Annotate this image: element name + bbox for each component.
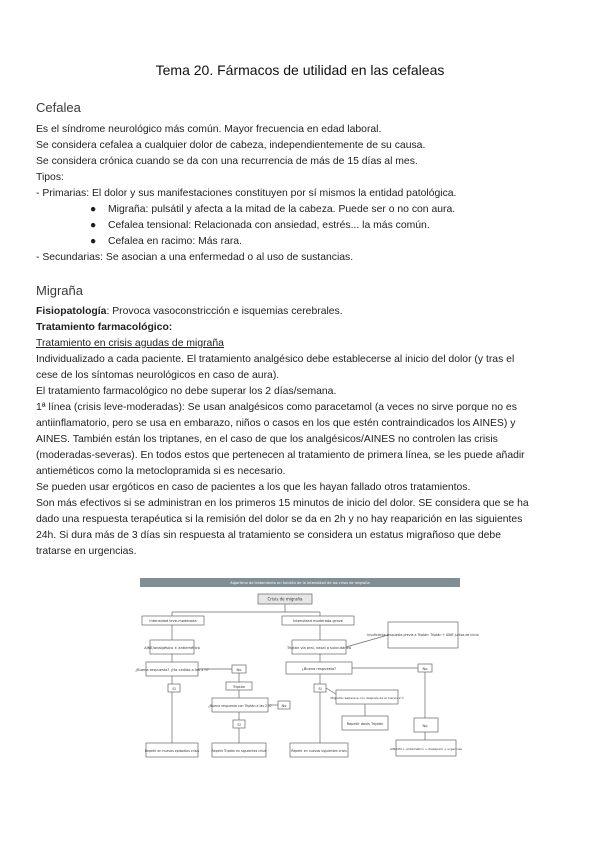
diagram-triptan-mid: Triptán: [232, 685, 246, 689]
paragraph-line: Individualizado a cada paciente. El tratamiento analgésico debe establecerse al inicio del dolor (y tras el: [36, 354, 515, 365]
diagram-no: No: [281, 704, 287, 708]
diagram-question-left: ¿Buena respuesta? ¿Ha cedido a las 2 h?: [135, 668, 209, 672]
diagram-outcome: Repetir en nuevos episodios crisis: [144, 749, 200, 753]
page-title: Tema 20. Fármacos de utilidad en las cefaleas: [155, 62, 445, 78]
paragraph-line: 24h. Si dura más de 3 días sin respuesta al tratamiento se considera un estatus migrañoso que debe: [36, 530, 501, 541]
diagram-right-branch: Intensidad moderada-grave: [293, 619, 343, 623]
paragraph-line: - Secundarias: Se asocian a una enfermedad o al uso de sustancias.: [36, 252, 354, 263]
diagram-triptan: Triptán vía oral, nasal o subcutánea: [286, 646, 352, 650]
bullet-dot: ●: [90, 220, 97, 231]
bullet-item: Cefalea tensional: Relacionada con ansiedad, estrés... la más común.: [108, 220, 430, 231]
paragraph-line: Tipos:: [36, 172, 64, 183]
paragraph-line: (moderadas-severas). En todos estos que pertenecen al tratamiento de primera línea, se les puede añadir: [36, 450, 525, 461]
paragraph-line: cese de los síntomas neurológicos en caso de aura).: [36, 370, 280, 381]
diagram-outcome: Repetir Triptán en siguientes crisis: [211, 749, 267, 753]
diagram-aines: AINE/analgésico ± antiemético: [144, 646, 200, 650]
paragraph-line: Se pueden usar ergóticos en caso de pacientes a los que les hayan fallado otros tratamientos.: [36, 482, 471, 493]
paragraph-line: El tratamiento farmacológico no debe superar los 2 días/semana.: [36, 386, 337, 397]
diagram-outcome: AINE/IM + antiemético + diazepam + urgencias: [390, 747, 462, 751]
fisiopatologia-text: : Provoca vasoconstricción e isquemias cerebrales.: [106, 306, 343, 317]
paragraph-line: AINES. También están los triptanes, en el caso de que los analgésicos/AINES no controlen las crisis: [36, 434, 498, 445]
paragraph-line: antiinflamatorio, pero se usa en embarazo, niños o casos en los que estén contraindicados los AINES) y: [36, 418, 516, 429]
section-heading-cefalea: Cefalea: [36, 100, 81, 115]
bullet-dot: ●: [90, 204, 97, 215]
bullet-item: Cefalea en racimo: Más rara.: [108, 236, 242, 247]
paragraph-line: antieméticos como la metoclopramida si es necesario.: [36, 466, 286, 477]
diagram-root: Crisis de migraña: [267, 596, 303, 602]
diagram-question-mid: ¿Buena respuesta con Triptán a las 2 h?: [208, 704, 272, 708]
paragraph-line: Es el síndrome neurológico más común. Mayor frecuencia en edad laboral.: [36, 124, 382, 135]
fisiopatologia-label: Fisiopatología: [36, 306, 107, 317]
diagram-outcome: Repetir en nuevos siguientes crisis: [291, 749, 347, 753]
diagram-left-branch: Intensidad leve-moderada: [149, 619, 197, 623]
diagram-header: Algoritmo de tratamiento en función de la intensidad de las crisis de migraña: [230, 581, 370, 586]
migraine-treatment-flowchart: [135, 578, 479, 763]
section-heading-migrana: Migraña: [36, 283, 83, 298]
paragraph-line: - Primarias: El dolor y sus manifestaciones constituyen por sí mismos la entidad patológica.: [36, 188, 457, 199]
bullet-dot: ●: [90, 236, 97, 247]
paragraph-line: [36, 305, 343, 318]
diagram-no: No: [236, 668, 242, 672]
paragraph-line: dado una respuesta terapéutica si la remisión del dolor se da en 2h y no hay reaparición en las siguientes: [36, 514, 523, 525]
bullet-item: Migraña: pulsátil y afecta a la mitad de la cabeza. Puede ser o no con aura.: [108, 204, 456, 215]
diagram-repeat-triptan: Repetir dosis Triptán: [346, 722, 384, 726]
paragraph-line: 1ª línea (crisis leve-moderadas): Se usan analgésicos como paracetamol (a veces no sirve porque no es: [36, 402, 517, 413]
paragraph-line: Son más efectivos si se administran en los primeros 15 minutos de inicio del dolor. SE considera que se ha: [36, 498, 529, 509]
diagram-no: No: [422, 724, 428, 728]
diagram-si: Sí: [318, 687, 322, 691]
diagram-question-right: ¿Buena respuesta?: [301, 667, 337, 671]
paragraph-line: Se considera crónica cuando se da con una recurrencia de más de 15 días al mes.: [36, 156, 418, 167]
diagram-si: Sí: [237, 723, 241, 727]
subheading-tratamiento: Tratamiento farmacológico:: [36, 322, 173, 333]
subheading-crisis: Tratamiento en crisis agudas de migraña: [36, 338, 224, 349]
paragraph-line: tratarse en urgencias.: [36, 546, 137, 557]
diagram-si: Sí: [172, 687, 176, 691]
diagram-recurrence: Migraña reaparece con después de al menos 2 h: [330, 696, 404, 700]
paragraph-line: Se considera cefalea a cualquier dolor de cabeza, independientemente de su causa.: [36, 140, 426, 151]
diagram-no: No: [422, 667, 428, 671]
diagram-prev-note: Insuficiente respuesta previa a Triptán: Triptán + AINE juntos de inicio: [367, 633, 479, 637]
